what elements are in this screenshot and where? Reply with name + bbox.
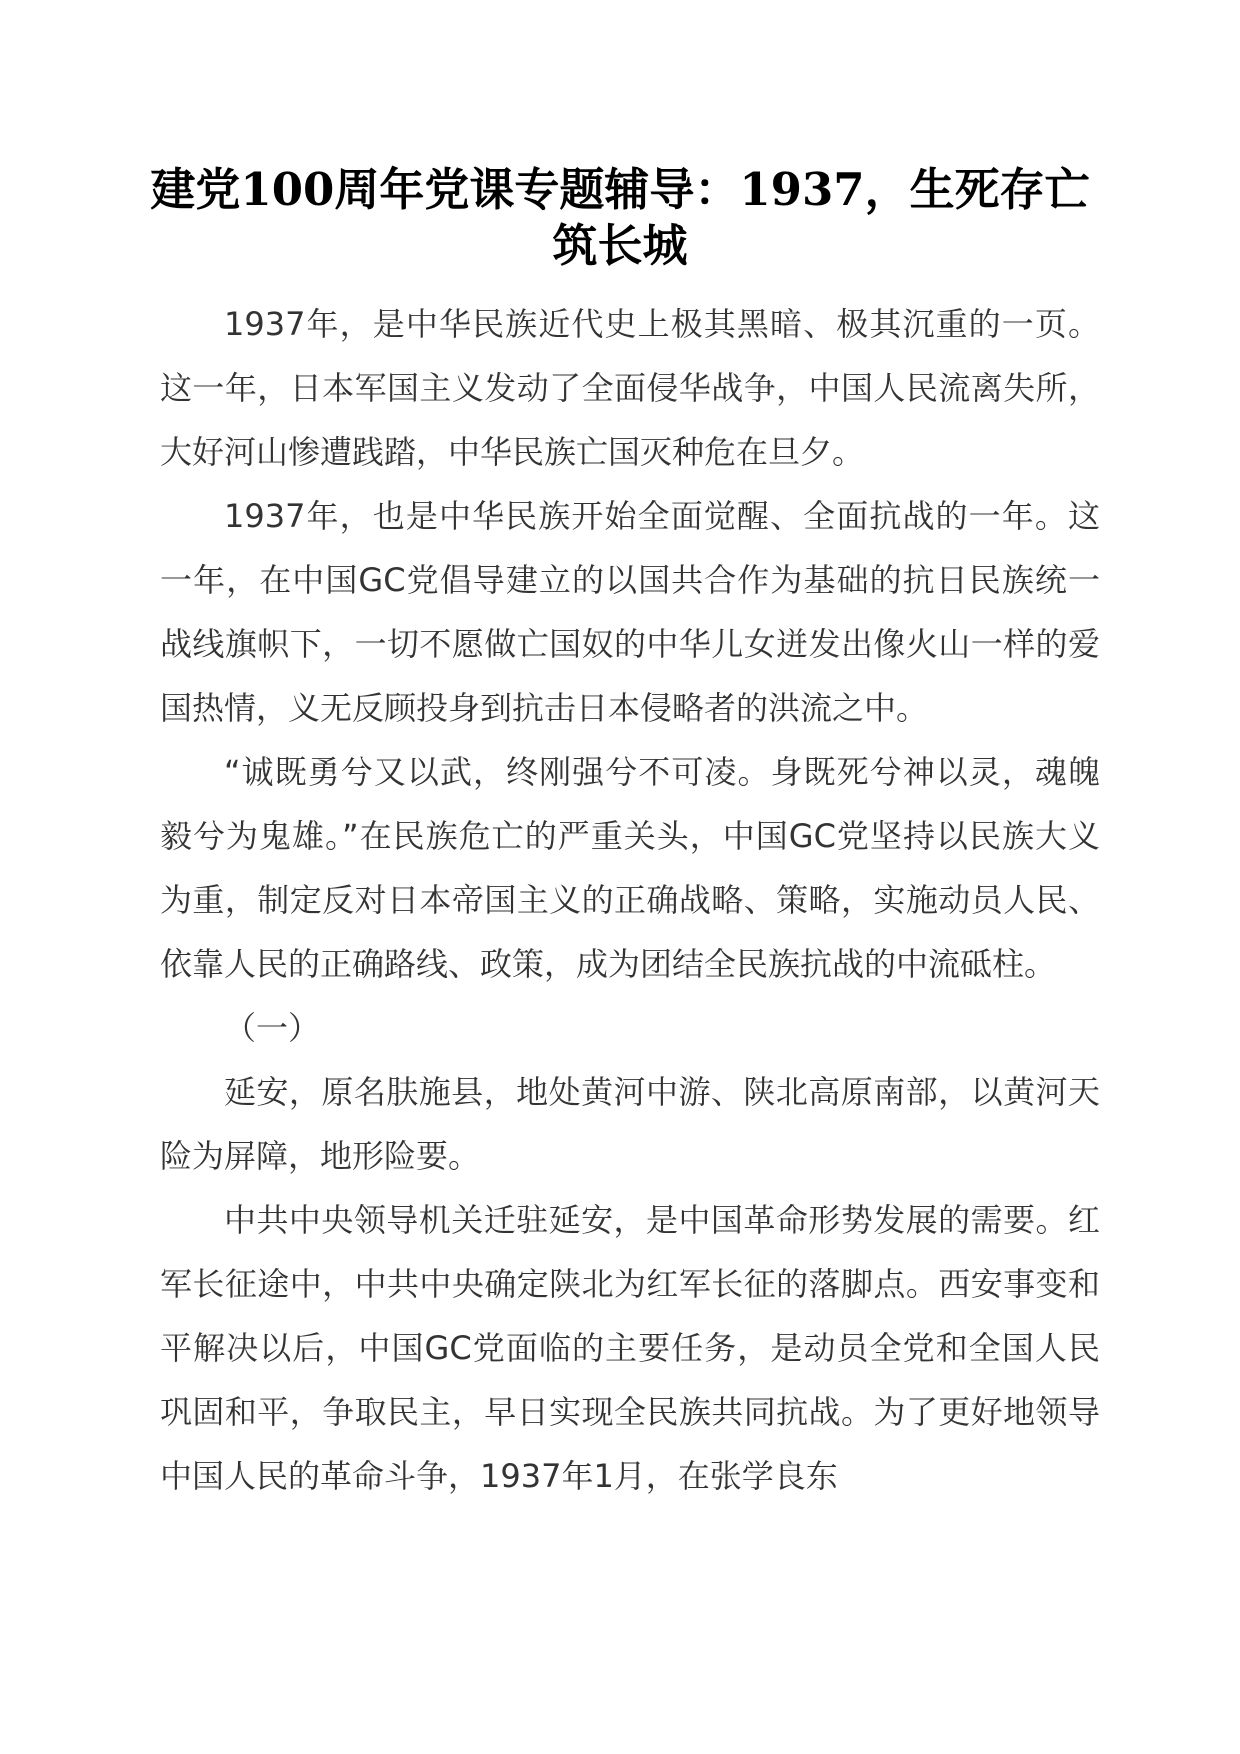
- paragraph-4: 延安，原名肤施县，地处黄河中游、陕北高原南部，以黄河天险为屏障，地形险要。: [160, 1073, 1100, 1175]
- section-heading-1: （一）: [224, 1009, 321, 1047]
- document-body: [160, 292, 1100, 1508]
- document-title: 建党100周年党课专题辅导：1937，生死存亡筑长城: [150, 163, 1090, 272]
- paragraph-3: “诚既勇兮又以武，终刚强兮不可凌。身既死兮神以灵，魂魄毅兮为鬼雄。”在民族危亡的严重关头，中国GC党坚持以民族大义为重，制定反对日本帝国主义的正确战略、策略，实施动员人民、依靠人民的正确路线、政策，成为团结全民族抗战的中流砥柱。: [160, 753, 1100, 983]
- paragraph-1: 1937年，是中华民族近代史上极其黑暗、极其沉重的一页。这一年，日本军国主义发动了全面侵华战争，中国人民流离失所，大好河山惨遭践踏，中华民族亡国灭种危在旦夕。: [160, 305, 1100, 471]
- paragraph-5: 中共中央领导机关迁驻延安，是中国革命形势发展的需要。红军长征途中，中共中央确定陕北为红军长征的落脚点。西安事变和平解决以后，中国GC党面临的主要任务，是动员全党和全国人民巩固和平，争取民主，早日实现全民族共同抗战。为了更好地领导中国人民的革命斗争，1937年1月，在张学良东: [160, 1201, 1100, 1495]
- paragraph-2: 1937年，也是中华民族开始全面觉醒、全面抗战的一年。这一年，在中国GC党倡导建立的以国共合作为基础的抗日民族统一战线旗帜下，一切不愿做亡国奴的中华儿女迸发出像火山一样的爱国热情，义无反顾投身到抗击日本侵略者的洪流之中。: [160, 497, 1100, 727]
